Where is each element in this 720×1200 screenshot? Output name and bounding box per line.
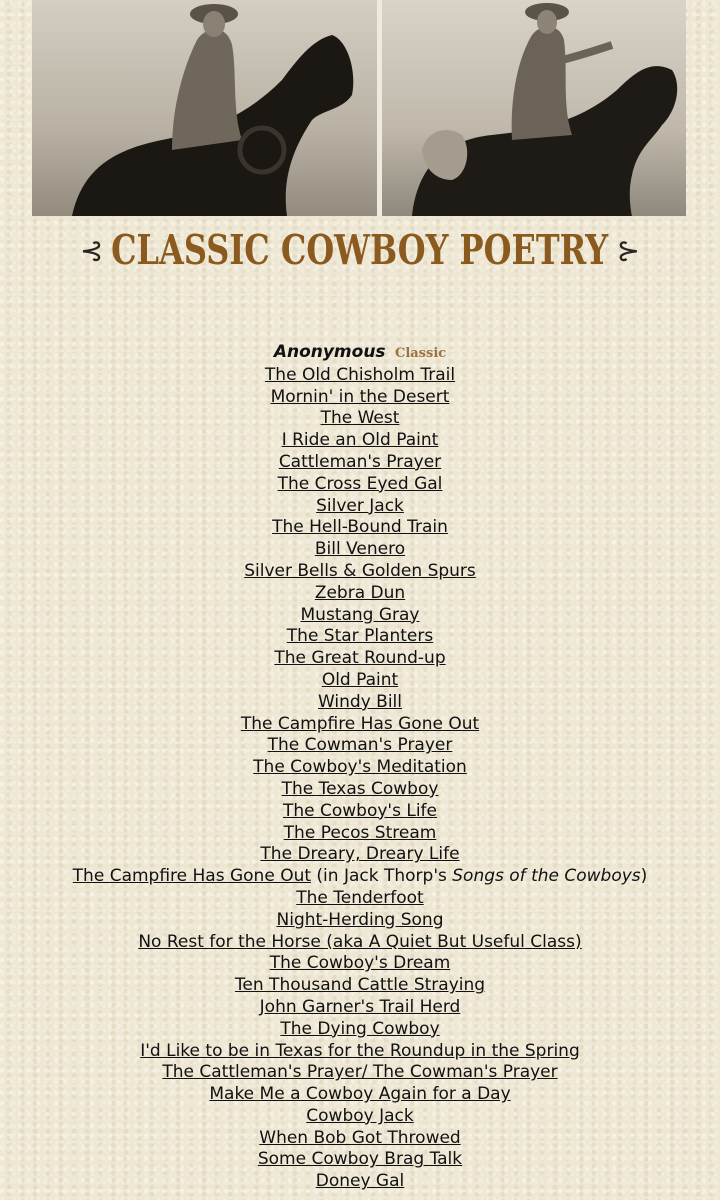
book-title: Songs of the Cowboys	[452, 866, 641, 887]
poem-link[interactable]: I'd Like to be in Texas for the Roundup in the Spring	[140, 1040, 580, 1061]
list-item	[0, 844, 720, 866]
poem-link[interactable]: Old Paint	[321, 669, 399, 690]
poem-link[interactable]: Silver Jack	[316, 495, 404, 516]
poem-link[interactable]: Some Cowboy Brag Talk	[257, 1149, 463, 1170]
poem-link[interactable]: The Great Round-up	[274, 648, 446, 669]
list-item	[0, 496, 720, 518]
list-item	[0, 539, 720, 561]
poem-link[interactable]: Mustang Gray	[300, 604, 420, 625]
site-title-banner	[0, 222, 720, 278]
poem-link[interactable]: The West	[320, 408, 400, 429]
poem-link[interactable]: No Rest for the Horse (aka A Quiet But Useful Class)	[138, 931, 582, 952]
list-item	[0, 975, 720, 997]
list-item	[0, 1106, 720, 1128]
poem-link[interactable]: The Campfire Has Gone Out	[72, 866, 312, 887]
poem-link[interactable]: Mornin' in the Desert	[270, 386, 450, 407]
poem-link[interactable]: Silver Bells & Golden Spurs	[244, 560, 476, 581]
poem-link[interactable]: The Cowboy's Meditation	[253, 757, 467, 778]
list-item	[0, 626, 720, 648]
list-item	[0, 823, 720, 845]
poem-link[interactable]: Bill Venero	[314, 539, 406, 560]
photo-right-rider	[382, 0, 686, 216]
list-item	[0, 474, 720, 496]
poem-link[interactable]: The Hell-Bound Train	[272, 517, 448, 538]
poem-link[interactable]: The Cowboy's Dream	[269, 953, 451, 974]
list-item	[0, 910, 720, 932]
photo-left-rider	[32, 0, 377, 216]
poem-link[interactable]: Doney Gal	[315, 1171, 405, 1192]
list-item	[0, 517, 720, 539]
author-heading	[0, 342, 720, 365]
poem-link[interactable]: The Cowman's Prayer	[267, 735, 453, 756]
list-item	[0, 692, 720, 714]
poem-list	[0, 342, 720, 1193]
list-item	[0, 365, 720, 387]
poem-link[interactable]: The Star Planters	[286, 626, 434, 647]
list-item	[0, 430, 720, 452]
poem-link[interactable]: The Tenderfoot	[296, 887, 424, 908]
poem-link[interactable]: John Garner's Trail Herd	[259, 996, 461, 1017]
list-item	[0, 1019, 720, 1041]
list-item	[0, 932, 720, 954]
list-item	[0, 408, 720, 430]
poem-link[interactable]: The Pecos Stream	[283, 822, 437, 843]
poem-link[interactable]: I Ride an Old Paint	[281, 430, 439, 451]
source-note-close: )	[640, 866, 648, 887]
poem-link[interactable]: The Cowboy's Life	[282, 800, 438, 821]
list-item	[0, 1149, 720, 1171]
right-flourish-icon: ⊱	[616, 233, 641, 267]
poem-link[interactable]: The Cross Eyed Gal	[277, 473, 443, 494]
list-item	[0, 670, 720, 692]
list-item	[0, 1128, 720, 1150]
list-item	[0, 583, 720, 605]
poem-link[interactable]: The Old Chisholm Trail	[264, 364, 456, 385]
list-item	[0, 452, 720, 474]
poem-link[interactable]: The Dreary, Dreary Life	[260, 844, 460, 865]
header-photo	[32, 0, 686, 216]
poem-link[interactable]: Zebra Dun	[314, 582, 406, 603]
poem-link[interactable]: Cowboy Jack	[306, 1105, 414, 1126]
list-item	[0, 801, 720, 823]
list-item	[0, 1041, 720, 1063]
source-note: (in Jack Thorp's	[311, 866, 453, 887]
list-item	[0, 888, 720, 910]
list-item	[0, 1062, 720, 1084]
site-title: CLASSIC COWBOY POETRY	[111, 226, 609, 274]
list-item	[0, 605, 720, 627]
poem-link[interactable]: The Campfire Has Gone Out	[240, 713, 480, 734]
list-item	[0, 387, 720, 409]
poem-link[interactable]: The Dying Cowboy	[280, 1018, 440, 1039]
poem-link[interactable]: Make Me a Cowboy Again for a Day	[209, 1084, 511, 1105]
list-item	[0, 735, 720, 757]
poem-link[interactable]: The Cattleman's Prayer/ The Cowman's Prayer	[162, 1062, 558, 1083]
list-item	[0, 997, 720, 1019]
list-item	[0, 714, 720, 736]
poem-link[interactable]: Ten Thousand Cattle Straying	[234, 975, 486, 996]
list-item	[0, 779, 720, 801]
left-flourish-icon: ⊰	[79, 233, 104, 267]
poem-link[interactable]: Windy Bill	[317, 691, 403, 712]
poem-link[interactable]: Cattleman's Prayer	[278, 451, 442, 472]
classic-badge: Classic	[394, 346, 447, 361]
list-item	[0, 648, 720, 670]
list-item	[0, 866, 720, 888]
poem-link[interactable]: When Bob Got Throwed	[259, 1127, 461, 1148]
list-item	[0, 757, 720, 779]
poem-link[interactable]: Night-Herding Song	[276, 909, 444, 930]
author-name: Anonymous	[273, 342, 386, 362]
poem-link[interactable]: The Texas Cowboy	[281, 778, 439, 799]
list-item	[0, 561, 720, 583]
list-item	[0, 953, 720, 975]
list-item	[0, 1084, 720, 1106]
list-item	[0, 1171, 720, 1193]
